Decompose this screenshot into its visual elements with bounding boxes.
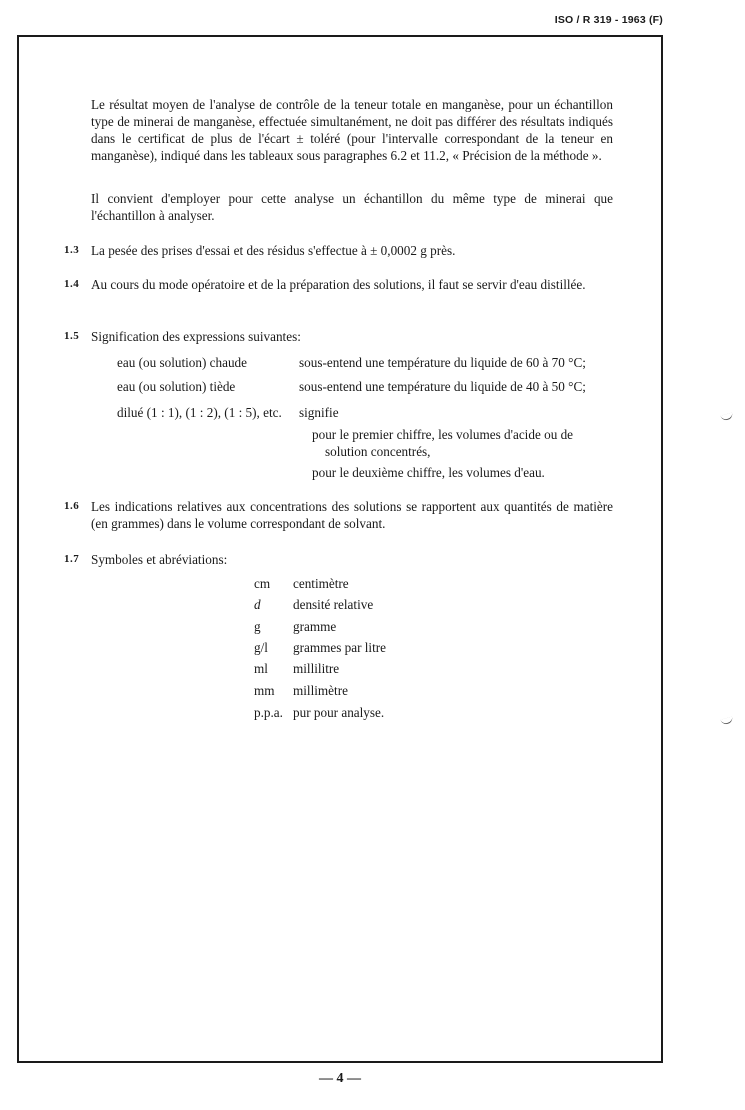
section-1-5-title: Signification des expressions suivantes: bbox=[91, 329, 301, 344]
expression-definition-tiede: sous-entend une température du liquide de 40 à 50 °C; bbox=[299, 379, 586, 394]
intro-paragraph-1: Le résultat moyen de l'analyse de contrôle de la teneur totale en manganèse, pour un échantillon type de minerai de manganèse, effectuée simultanément, ne doit pas différer des résultats indiqués dans le certificat de plus de l'écart ± toléré (pour l'intervalle correspondant de la teneur en manganèse), indiqué dans les tableaux sous paragraphes 6.2 et 11.2, « Précision de la méthode ». bbox=[91, 97, 613, 163]
symbol-d: d bbox=[254, 597, 261, 612]
section-number-1-4: 1.4 bbox=[64, 278, 80, 290]
symbol-meaning-cm: centimètre bbox=[293, 576, 349, 591]
intro-paragraph-2: Il convient d'employer pour cette analyse un échantillon du même type de minerai que l'échantillon à analyser. bbox=[91, 191, 613, 223]
section-1-4-text: Au cours du mode opératoire et de la préparation des solutions, il faut se servir d'eau distillée. bbox=[91, 277, 586, 292]
section-1-3-text: La pesée des prises d'essai et des résidus s'effectue à ± 0,0002 g près. bbox=[91, 243, 456, 258]
expression-term-tiede: eau (ou solution) tiède bbox=[117, 379, 236, 394]
symbol-cm: cm bbox=[254, 576, 271, 591]
dilution-explanation-line-3: pour le deuxième chiffre, les volumes d'eau. bbox=[312, 465, 545, 480]
expression-term-dilution: dilué (1 : 1), (1 : 2), (1 : 5), etc. bbox=[117, 405, 282, 420]
symbol-meaning-mm: millimètre bbox=[293, 683, 348, 698]
symbol-meaning-d: densité relative bbox=[293, 597, 374, 612]
section-number-1-5: 1.5 bbox=[64, 330, 80, 342]
expression-term-chaude: eau (ou solution) chaude bbox=[117, 355, 248, 370]
symbol-meaning-ml: millilitre bbox=[293, 661, 340, 676]
dilution-explanation-line-1: pour le premier chiffre, les volumes d'acide ou de bbox=[312, 427, 574, 442]
section-number-1-3: 1.3 bbox=[64, 244, 80, 256]
margin-scan-mark bbox=[720, 717, 733, 726]
expression-definition-chaude: sous-entend une température du liquide de 60 à 70 °C; bbox=[299, 355, 586, 370]
symbol-ppa: p.p.a. bbox=[254, 705, 283, 720]
dilution-explanation-line-2: solution concentrés, bbox=[325, 444, 431, 459]
section-1-6-text: Les indications relatives aux concentrations des solutions se rapportent aux quantités de matière (en grammes) dans le volume correspondant de solvant. bbox=[91, 499, 613, 531]
document-reference: ISO / R 319 - 1963 (F) bbox=[554, 14, 663, 26]
symbol-ml: ml bbox=[254, 661, 268, 676]
symbol-g-per-l: g/l bbox=[254, 640, 268, 655]
symbol-mm: mm bbox=[254, 683, 275, 698]
section-1-7-title: Symboles et abréviations: bbox=[91, 552, 228, 567]
symbol-meaning-g-per-l: grammes par litre bbox=[293, 640, 387, 655]
margin-scan-mark bbox=[720, 413, 733, 422]
section-number-1-6: 1.6 bbox=[64, 500, 80, 512]
symbol-meaning-ppa: pur pour analyse. bbox=[293, 705, 385, 720]
symbol-g: g bbox=[254, 619, 261, 634]
symbol-meaning-g: gramme bbox=[293, 619, 337, 634]
expression-verb-dilution: signifie bbox=[299, 405, 339, 420]
page-number: — 4 — bbox=[319, 1071, 361, 1086]
section-number-1-7: 1.7 bbox=[64, 553, 80, 565]
